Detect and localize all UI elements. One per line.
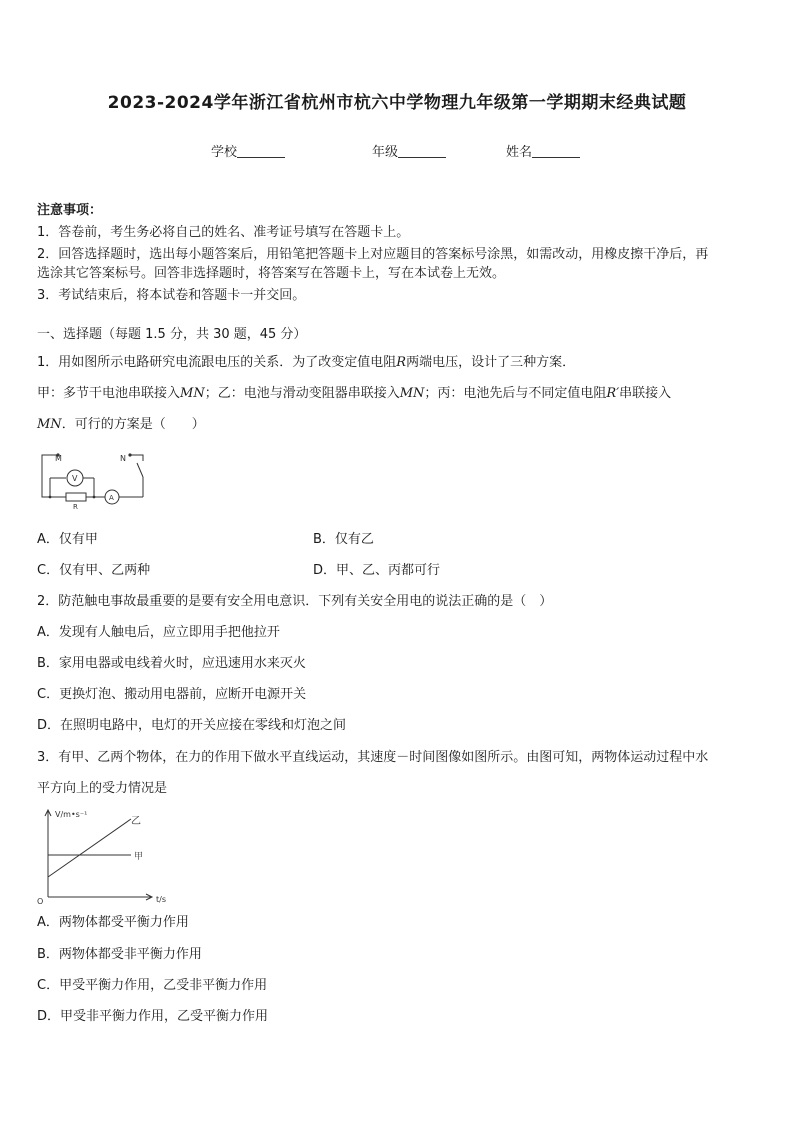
name-label: 姓名 <box>506 145 533 160</box>
school-field <box>211 141 285 160</box>
q1-text: 1．用如图所示电路研究电流跟电压的关系．为了改变定值电阻 <box>37 355 397 370</box>
q3-option-b[interactable]: B．两物体都受非平衡力作用 <box>37 947 202 962</box>
q1-text: ；乙：电池与滑动变阻器串联接入 <box>204 386 400 401</box>
q3-option-a[interactable]: A．两物体都受平衡力作用 <box>37 915 189 930</box>
q1-circuit-diagram <box>36 447 161 511</box>
notice-item-1: 1．答卷前，考生务必将自己的姓名、准考证号填写在答题卡上。 <box>37 225 410 240</box>
q1-option-b[interactable]: B．仅有乙 <box>313 532 374 547</box>
q1-text: 两端电压，设计了三种方案． <box>406 355 576 370</box>
q3-stem-line1: 3．有甲、乙两个物体，在力的作用下做水平直线运动，其速度－时间图像如图所示。由图可知，两物体运动过程中水 <box>37 750 709 765</box>
q2-stem: 2．防范触电事故最重要的是要有安全用电意识．下列有关安全用电的说法正确的是（ ） <box>37 594 553 609</box>
q3-option-d[interactable]: D．甲受非平衡力作用，乙受平衡力作用 <box>37 1009 269 1024</box>
q1-var-mn: MN <box>37 417 62 432</box>
q1-option-d[interactable]: D．甲、乙、丙都可行 <box>313 563 441 578</box>
y-axis-label: V/m•s⁻¹ <box>55 810 88 819</box>
q1-option-a[interactable]: A．仅有甲 <box>37 532 98 547</box>
junction-dot <box>93 496 96 499</box>
label-jia: 甲 <box>134 852 144 862</box>
terminal-n <box>128 453 131 456</box>
label-a: A <box>109 494 114 502</box>
label-v: V <box>72 474 78 483</box>
label-yi: 乙 <box>131 816 141 827</box>
label-m: M <box>55 454 62 463</box>
q2-option-c[interactable]: C．更换灯泡、搬动用电器前，应断开电源开关 <box>37 687 307 702</box>
section-heading: 一、选择题（每题 1.5 分，共 30 题，45 分） <box>37 327 307 342</box>
q1-stem-line1 <box>37 355 575 371</box>
label-n: N <box>120 454 126 463</box>
q2-option-a[interactable]: A．发现有人触电后，应立即用手把他拉开 <box>37 625 280 640</box>
junction-dot <box>49 496 52 499</box>
name-field <box>506 141 580 160</box>
notice-heading: 注意事项： <box>37 203 103 218</box>
q1-text: 甲：多节干电池串联接入 <box>37 386 181 401</box>
q1-stem-line3 <box>37 417 205 433</box>
q1-text: 串联接入 <box>619 386 672 401</box>
q3-stem-line2: 平方向上的受力情况是 <box>37 781 168 796</box>
q3-option-c[interactable]: C．甲受平衡力作用，乙受非平衡力作用 <box>37 978 268 993</box>
circuit-wire-left <box>42 455 66 497</box>
school-blank <box>237 145 285 158</box>
grade-blank <box>398 145 446 158</box>
name-blank <box>532 145 580 158</box>
x-axis-label: t/s <box>156 895 166 904</box>
q1-stem-line2 <box>37 386 671 402</box>
grade-field <box>372 141 446 160</box>
school-label: 学校 <box>211 145 238 160</box>
q1-option-c[interactable]: C．仅有甲、乙两种 <box>37 563 151 578</box>
q1-var-r: R <box>396 355 407 370</box>
line-yi <box>48 819 131 877</box>
q1-var-mn: MN <box>180 386 205 401</box>
q2-option-d[interactable]: D．在照明电路中，电灯的开关应接在零线和灯泡之间 <box>37 718 347 733</box>
notice-item-3: 3．考试结束后，将本试卷和答题卡一并交回。 <box>37 288 306 303</box>
label-r: R <box>73 503 78 511</box>
resistor-r <box>66 493 86 501</box>
notice-item-2: 2．回答选择题时，选出每小题答案后，用铅笔把答题卡上对应题目的答案标号涂黑，如需改动，用橡皮擦干净后，再 <box>37 247 709 262</box>
q3-vt-graph <box>34 805 174 905</box>
q1-var-mn: MN <box>399 386 425 401</box>
grade-label: 年级 <box>372 145 399 160</box>
switch-blade <box>137 463 143 477</box>
q1-text: ．可行的方案是（ ） <box>61 417 205 432</box>
origin-label: O <box>37 897 44 905</box>
exam-title: 2023-2024学年浙江省杭州市杭六中学物理九年级第一学期期末经典试题 <box>107 93 687 113</box>
q2-option-b[interactable]: B．家用电器或电线着火时，应迅速用水来灭火 <box>37 656 306 671</box>
q1-var-r-prime: R′ <box>606 386 620 401</box>
q1-text: ；丙：电池先后与不同定值电阻 <box>424 386 607 401</box>
circuit-wire-right-top <box>130 455 143 461</box>
notice-item-2-cont: 选涂其它答案标号。回答非选择题时，将答案写在答题卡上，写在本试卷上无效。 <box>37 266 506 281</box>
